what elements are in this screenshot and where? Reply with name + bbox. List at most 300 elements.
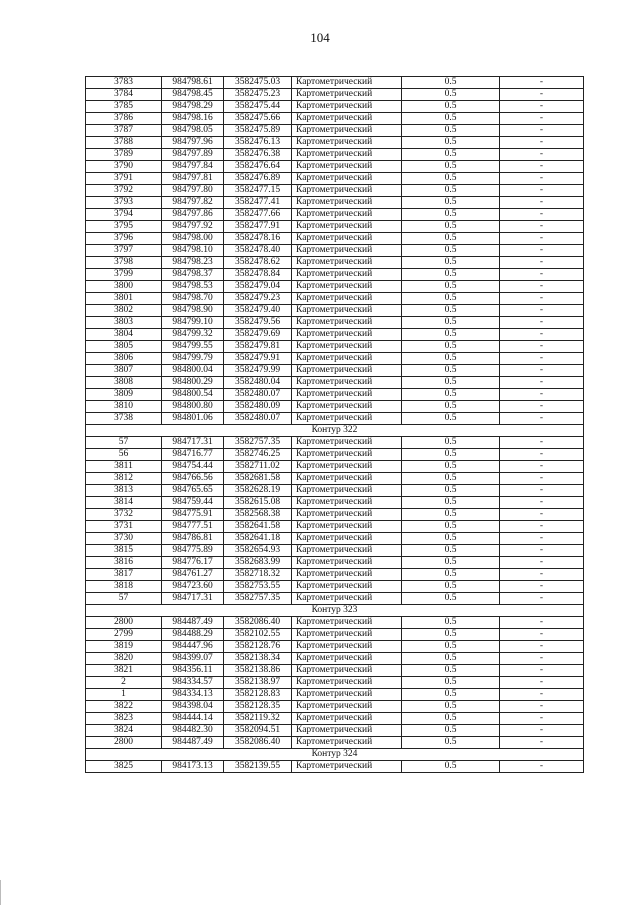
cell-point: 3808 — [86, 377, 162, 389]
cell-method: Картометрический — [292, 209, 402, 221]
cell-accuracy: 0.5 — [402, 257, 500, 269]
cell-y: 3582477.41 — [224, 197, 292, 209]
table-row — [86, 713, 584, 725]
table-row — [86, 593, 584, 605]
cell-x: 984754.44 — [162, 461, 224, 473]
table-row — [86, 89, 584, 101]
table-row — [86, 497, 584, 509]
cell-accuracy: 0.5 — [402, 521, 500, 533]
table-row — [86, 293, 584, 305]
cell-point: 3801 — [86, 293, 162, 305]
table-row — [86, 329, 584, 341]
cell-point: 3783 — [86, 77, 162, 89]
cell-accuracy: 0.5 — [402, 761, 500, 773]
cell-y: 3582094.51 — [224, 725, 292, 737]
cell-accuracy: 0.5 — [402, 569, 500, 581]
cell-x: 984777.51 — [162, 521, 224, 533]
cell-x: 984800.04 — [162, 365, 224, 377]
cell-method: Картометрический — [292, 101, 402, 113]
cell-method: Картометрический — [292, 689, 402, 701]
cell-method: Картометрический — [292, 737, 402, 749]
cell-method: Картометрический — [292, 485, 402, 497]
cell-y: 3582480.04 — [224, 377, 292, 389]
contour-header-row — [86, 749, 584, 761]
cell-x: 984798.23 — [162, 257, 224, 269]
cell-y: 3582568.38 — [224, 509, 292, 521]
cell-y: 3582718.32 — [224, 569, 292, 581]
cell-point: 56 — [86, 449, 162, 461]
cell-accuracy: 0.5 — [402, 329, 500, 341]
cell-description: - — [500, 581, 584, 593]
table-row — [86, 353, 584, 365]
cell-description: - — [500, 629, 584, 641]
cell-description: - — [500, 161, 584, 173]
cell-method: Картометрический — [292, 341, 402, 353]
cell-x: 984776.17 — [162, 557, 224, 569]
cell-y: 3582476.64 — [224, 161, 292, 173]
cell-accuracy: 0.5 — [402, 389, 500, 401]
cell-point: 3810 — [86, 401, 162, 413]
cell-point: 3811 — [86, 461, 162, 473]
cell-description: - — [500, 77, 584, 89]
cell-description: - — [500, 149, 584, 161]
table-row — [86, 113, 584, 125]
cell-x: 984716.77 — [162, 449, 224, 461]
scan-edge-line — [0, 880, 1, 905]
table-row — [86, 197, 584, 209]
cell-accuracy: 0.5 — [402, 293, 500, 305]
table-row — [86, 221, 584, 233]
coordinates-table-body — [86, 77, 584, 773]
cell-x: 984487.49 — [162, 737, 224, 749]
cell-point: 3824 — [86, 725, 162, 737]
cell-x: 984798.70 — [162, 293, 224, 305]
cell-point: 57 — [86, 437, 162, 449]
cell-point: 57 — [86, 593, 162, 605]
cell-y: 3582479.91 — [224, 353, 292, 365]
cell-x: 984801.06 — [162, 413, 224, 425]
cell-point: 3796 — [86, 233, 162, 245]
cell-y: 3582711.02 — [224, 461, 292, 473]
table-row — [86, 509, 584, 521]
cell-description: - — [500, 461, 584, 473]
cell-point: 3802 — [86, 305, 162, 317]
cell-accuracy: 0.5 — [402, 113, 500, 125]
table-row — [86, 401, 584, 413]
table-row — [86, 413, 584, 425]
cell-method: Картометрический — [292, 725, 402, 737]
cell-x: 984798.37 — [162, 269, 224, 281]
cell-x: 984797.89 — [162, 149, 224, 161]
cell-accuracy: 0.5 — [402, 89, 500, 101]
cell-accuracy: 0.5 — [402, 365, 500, 377]
cell-method: Картометрический — [292, 641, 402, 653]
cell-method: Картометрический — [292, 185, 402, 197]
table-row — [86, 269, 584, 281]
cell-accuracy: 0.5 — [402, 593, 500, 605]
cell-description: - — [500, 341, 584, 353]
table-row — [86, 653, 584, 665]
table-row — [86, 665, 584, 677]
cell-accuracy: 0.5 — [402, 713, 500, 725]
cell-point: 2799 — [86, 629, 162, 641]
table-row — [86, 233, 584, 245]
cell-accuracy: 0.5 — [402, 353, 500, 365]
cell-y: 3582480.07 — [224, 413, 292, 425]
cell-description: - — [500, 533, 584, 545]
cell-point: 3825 — [86, 761, 162, 773]
contour-title: Контур 323 — [86, 605, 584, 617]
cell-method: Картометрический — [292, 677, 402, 689]
cell-method: Картометрический — [292, 293, 402, 305]
cell-method: Картометрический — [292, 665, 402, 677]
cell-y: 3582757.35 — [224, 437, 292, 449]
cell-description: - — [500, 389, 584, 401]
cell-x: 984798.16 — [162, 113, 224, 125]
table-row — [86, 365, 584, 377]
cell-accuracy: 0.5 — [402, 557, 500, 569]
cell-x: 984798.53 — [162, 281, 224, 293]
cell-description: - — [500, 317, 584, 329]
cell-y: 3582477.15 — [224, 185, 292, 197]
cell-point: 3815 — [86, 545, 162, 557]
cell-x: 984723.60 — [162, 581, 224, 593]
table-row — [86, 761, 584, 773]
table-row — [86, 281, 584, 293]
cell-x: 984798.29 — [162, 101, 224, 113]
cell-method: Картометрический — [292, 377, 402, 389]
cell-description: - — [500, 737, 584, 749]
cell-description: - — [500, 233, 584, 245]
cell-y: 3582086.40 — [224, 617, 292, 629]
cell-point: 2800 — [86, 737, 162, 749]
cell-point: 3786 — [86, 113, 162, 125]
cell-x: 984798.61 — [162, 77, 224, 89]
table-row — [86, 557, 584, 569]
cell-accuracy: 0.5 — [402, 317, 500, 329]
cell-point: 3807 — [86, 365, 162, 377]
cell-x: 984488.29 — [162, 629, 224, 641]
cell-description: - — [500, 689, 584, 701]
cell-y: 3582478.62 — [224, 257, 292, 269]
cell-point: 3804 — [86, 329, 162, 341]
cell-description: - — [500, 725, 584, 737]
cell-point: 3790 — [86, 161, 162, 173]
cell-method: Картометрический — [292, 89, 402, 101]
cell-description: - — [500, 497, 584, 509]
cell-method: Картометрический — [292, 413, 402, 425]
cell-accuracy: 0.5 — [402, 125, 500, 137]
cell-accuracy: 0.5 — [402, 449, 500, 461]
table-row — [86, 209, 584, 221]
cell-method: Картометрический — [292, 197, 402, 209]
cell-method: Картометрический — [292, 245, 402, 257]
cell-method: Картометрический — [292, 305, 402, 317]
cell-accuracy: 0.5 — [402, 737, 500, 749]
cell-point: 3819 — [86, 641, 162, 653]
cell-description: - — [500, 257, 584, 269]
cell-y: 3582654.93 — [224, 545, 292, 557]
cell-accuracy: 0.5 — [402, 173, 500, 185]
cell-method: Картометрический — [292, 581, 402, 593]
cell-method: Картометрический — [292, 617, 402, 629]
cell-point: 3731 — [86, 521, 162, 533]
table-row — [86, 617, 584, 629]
cell-y: 3582477.91 — [224, 221, 292, 233]
cell-description: - — [500, 521, 584, 533]
cell-x: 984798.00 — [162, 233, 224, 245]
cell-method: Картометрический — [292, 401, 402, 413]
cell-y: 3582138.34 — [224, 653, 292, 665]
cell-accuracy: 0.5 — [402, 401, 500, 413]
cell-description: - — [500, 113, 584, 125]
cell-accuracy: 0.5 — [402, 197, 500, 209]
cell-y: 3582628.19 — [224, 485, 292, 497]
cell-point: 3785 — [86, 101, 162, 113]
cell-description: - — [500, 377, 584, 389]
cell-point: 3805 — [86, 341, 162, 353]
cell-point: 3730 — [86, 533, 162, 545]
cell-y: 3582746.25 — [224, 449, 292, 461]
cell-accuracy: 0.5 — [402, 545, 500, 557]
cell-description: - — [500, 197, 584, 209]
cell-description: - — [500, 509, 584, 521]
cell-method: Картометрический — [292, 521, 402, 533]
cell-x: 984786.81 — [162, 533, 224, 545]
cell-description: - — [500, 185, 584, 197]
cell-y: 3582479.40 — [224, 305, 292, 317]
cell-accuracy: 0.5 — [402, 341, 500, 353]
cell-x: 984482.30 — [162, 725, 224, 737]
cell-x: 984800.54 — [162, 389, 224, 401]
cell-method: Картометрический — [292, 173, 402, 185]
cell-description: - — [500, 125, 584, 137]
table-row — [86, 185, 584, 197]
cell-point: 3822 — [86, 701, 162, 713]
table-row — [86, 137, 584, 149]
table-row — [86, 521, 584, 533]
cell-y: 3582479.23 — [224, 293, 292, 305]
cell-accuracy: 0.5 — [402, 269, 500, 281]
cell-point: 3814 — [86, 497, 162, 509]
cell-x: 984797.81 — [162, 173, 224, 185]
page-number: 104 — [310, 30, 330, 45]
cell-x: 984798.45 — [162, 89, 224, 101]
cell-x: 984334.13 — [162, 689, 224, 701]
cell-y: 3582681.58 — [224, 473, 292, 485]
cell-point: 3788 — [86, 137, 162, 149]
cell-y: 3582753.55 — [224, 581, 292, 593]
table-row — [86, 449, 584, 461]
cell-accuracy: 0.5 — [402, 305, 500, 317]
table-row — [86, 437, 584, 449]
cell-description: - — [500, 329, 584, 341]
cell-description: - — [500, 269, 584, 281]
cell-description: - — [500, 281, 584, 293]
cell-description: - — [500, 593, 584, 605]
cell-method: Картометрический — [292, 269, 402, 281]
cell-description: - — [500, 89, 584, 101]
cell-description: - — [500, 353, 584, 365]
cell-accuracy: 0.5 — [402, 377, 500, 389]
table-row — [86, 545, 584, 557]
cell-accuracy: 0.5 — [402, 185, 500, 197]
cell-x: 984797.86 — [162, 209, 224, 221]
cell-y: 3582479.81 — [224, 341, 292, 353]
cell-description: - — [500, 413, 584, 425]
cell-method: Картометрический — [292, 389, 402, 401]
cell-description: - — [500, 653, 584, 665]
cell-description: - — [500, 293, 584, 305]
cell-description: - — [500, 449, 584, 461]
contour-header-row — [86, 425, 584, 437]
cell-point: 3792 — [86, 185, 162, 197]
cell-y: 3582641.18 — [224, 533, 292, 545]
cell-point: 3803 — [86, 317, 162, 329]
cell-accuracy: 0.5 — [402, 665, 500, 677]
cell-y: 3582480.07 — [224, 389, 292, 401]
cell-point: 3816 — [86, 557, 162, 569]
cell-y: 3582683.99 — [224, 557, 292, 569]
cell-y: 3582475.44 — [224, 101, 292, 113]
cell-x: 984798.05 — [162, 125, 224, 137]
cell-x: 984334.57 — [162, 677, 224, 689]
cell-point: 3794 — [86, 209, 162, 221]
cell-x: 984799.10 — [162, 317, 224, 329]
cell-y: 3582138.97 — [224, 677, 292, 689]
table-row — [86, 473, 584, 485]
table-row — [86, 725, 584, 737]
cell-point: 3798 — [86, 257, 162, 269]
cell-x: 984766.56 — [162, 473, 224, 485]
cell-method: Картометрический — [292, 437, 402, 449]
cell-y: 3582138.86 — [224, 665, 292, 677]
cell-y: 3582475.89 — [224, 125, 292, 137]
cell-description: - — [500, 617, 584, 629]
cell-y: 3582478.16 — [224, 233, 292, 245]
cell-accuracy: 0.5 — [402, 233, 500, 245]
cell-accuracy: 0.5 — [402, 497, 500, 509]
cell-method: Картометрический — [292, 365, 402, 377]
cell-y: 3582139.55 — [224, 761, 292, 773]
contour-header-row — [86, 605, 584, 617]
table-row — [86, 461, 584, 473]
cell-x: 984765.65 — [162, 485, 224, 497]
cell-method: Картометрический — [292, 593, 402, 605]
cell-accuracy: 0.5 — [402, 461, 500, 473]
cell-y: 3582102.55 — [224, 629, 292, 641]
cell-method: Картометрический — [292, 653, 402, 665]
cell-accuracy: 0.5 — [402, 413, 500, 425]
cell-method: Картометрический — [292, 701, 402, 713]
cell-y: 3582477.66 — [224, 209, 292, 221]
cell-description: - — [500, 365, 584, 377]
cell-point: 3795 — [86, 221, 162, 233]
table-row — [86, 701, 584, 713]
cell-y: 3582476.38 — [224, 149, 292, 161]
cell-x: 984797.80 — [162, 185, 224, 197]
cell-y: 3582086.40 — [224, 737, 292, 749]
cell-method: Картометрический — [292, 557, 402, 569]
cell-method: Картометрический — [292, 473, 402, 485]
cell-y: 3582475.66 — [224, 113, 292, 125]
cell-description: - — [500, 173, 584, 185]
cell-y: 3582480.09 — [224, 401, 292, 413]
cell-accuracy: 0.5 — [402, 245, 500, 257]
table-row — [86, 305, 584, 317]
cell-description: - — [500, 713, 584, 725]
cell-accuracy: 0.5 — [402, 641, 500, 653]
cell-point: 3800 — [86, 281, 162, 293]
cell-accuracy: 0.5 — [402, 221, 500, 233]
cell-x: 984447.96 — [162, 641, 224, 653]
cell-y: 3582478.84 — [224, 269, 292, 281]
cell-method: Картометрический — [292, 257, 402, 269]
cell-x: 984717.31 — [162, 593, 224, 605]
cell-x: 984797.96 — [162, 137, 224, 149]
cell-x: 984799.79 — [162, 353, 224, 365]
cell-description: - — [500, 677, 584, 689]
cell-method: Картометрический — [292, 713, 402, 725]
table-row — [86, 125, 584, 137]
table-row — [86, 485, 584, 497]
cell-y: 3582476.89 — [224, 173, 292, 185]
cell-y: 3582479.56 — [224, 317, 292, 329]
table-row — [86, 641, 584, 653]
cell-y: 3582479.04 — [224, 281, 292, 293]
contour-title: Контур 322 — [86, 425, 584, 437]
table-row — [86, 569, 584, 581]
table-row — [86, 245, 584, 257]
cell-accuracy: 0.5 — [402, 629, 500, 641]
table-row — [86, 389, 584, 401]
cell-accuracy: 0.5 — [402, 653, 500, 665]
cell-method: Картометрический — [292, 761, 402, 773]
cell-accuracy: 0.5 — [402, 701, 500, 713]
table-row — [86, 257, 584, 269]
cell-y: 3582128.83 — [224, 689, 292, 701]
cell-point: 3806 — [86, 353, 162, 365]
cell-point: 3791 — [86, 173, 162, 185]
cell-x: 984800.80 — [162, 401, 224, 413]
cell-point: 3817 — [86, 569, 162, 581]
cell-method: Картометрический — [292, 317, 402, 329]
cell-description: - — [500, 485, 584, 497]
cell-point: 1 — [86, 689, 162, 701]
table-row — [86, 149, 584, 161]
cell-method: Картометрический — [292, 113, 402, 125]
cell-description: - — [500, 761, 584, 773]
cell-accuracy: 0.5 — [402, 689, 500, 701]
cell-description: - — [500, 437, 584, 449]
cell-description: - — [500, 137, 584, 149]
cell-x: 984356.11 — [162, 665, 224, 677]
cell-y: 3582476.13 — [224, 137, 292, 149]
cell-method: Картометрический — [292, 533, 402, 545]
cell-x: 984800.29 — [162, 377, 224, 389]
cell-description: - — [500, 557, 584, 569]
cell-y: 3582119.32 — [224, 713, 292, 725]
cell-y: 3582128.35 — [224, 701, 292, 713]
cell-accuracy: 0.5 — [402, 137, 500, 149]
cell-method: Картометрический — [292, 149, 402, 161]
cell-description: - — [500, 305, 584, 317]
cell-accuracy: 0.5 — [402, 473, 500, 485]
cell-method: Картометрический — [292, 449, 402, 461]
cell-y: 3582475.03 — [224, 77, 292, 89]
cell-x: 984775.89 — [162, 545, 224, 557]
cell-description: - — [500, 665, 584, 677]
